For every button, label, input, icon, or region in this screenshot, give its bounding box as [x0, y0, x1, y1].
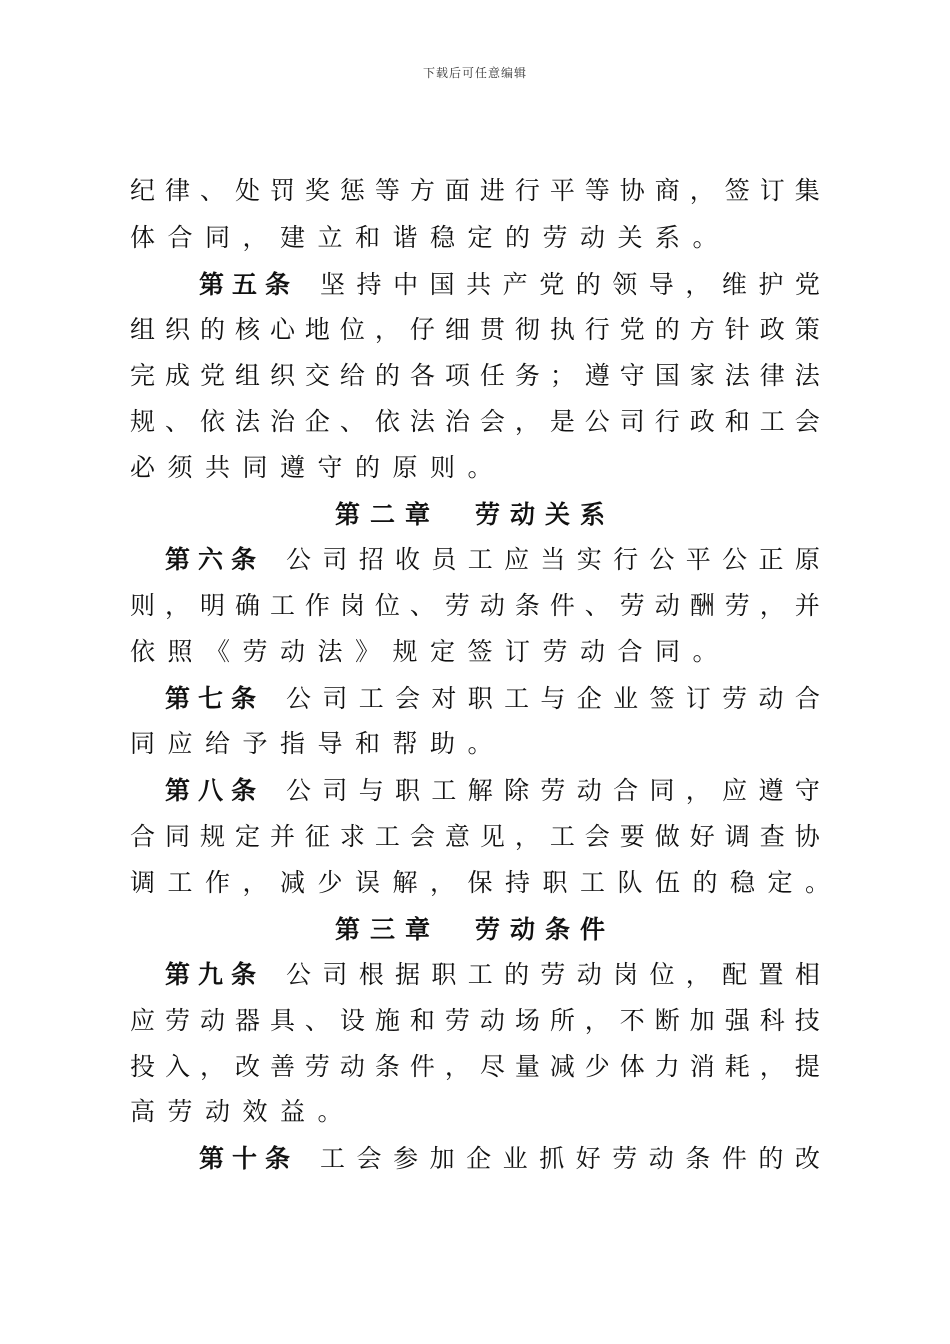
line-text: 公 司 招 收 员 工 应 当 实 行 公 平 公 正 原: [286, 545, 820, 574]
line-text: 同应给予指导和帮助。: [130, 729, 506, 758]
line-text: 高劳动效益。: [130, 1097, 356, 1126]
article-number: 第五条: [199, 270, 299, 299]
line-text: 体合同，建立和谐稳定的劳动关系。: [130, 223, 731, 252]
line-text: 工 会 参 加 企 业 抓 好 劳 动 条 件 的 改: [320, 1144, 820, 1173]
article-number: 第十条: [199, 1144, 299, 1173]
line-text: 应 劳 动 器 具 、 设 施 和 劳 动 场 所 ， 不 断 加 强 科 技: [130, 1006, 820, 1035]
text-line: [165, 540, 820, 580]
chapter-heading: 第二章 劳动关系: [334, 500, 615, 529]
text-line: [130, 724, 820, 764]
text-line: [130, 817, 820, 857]
line-text: 投 入 ， 改 善 劳 动 条 件 ， 尽 量 减 少 体 力 消 耗 ， 提: [130, 1052, 820, 1081]
line-text: 公 司 工 会 对 职 工 与 企 业 签 订 劳 动 合: [286, 684, 820, 713]
text-line: [165, 955, 820, 995]
text-line: [130, 1092, 820, 1132]
line-text: 依照《劳动法》规定签订劳动合同。: [130, 637, 731, 666]
line-text: 必须共同遵守的原则。: [130, 453, 506, 482]
text-line: [130, 1001, 820, 1041]
line-text: 合 同 规 定 并 征 求 工 会 意 见 ， 工 会 要 做 好 调 查 协: [130, 822, 820, 851]
line-text: 规 、 依 法 治 企 、 依 法 治 会 ， 是 公 司 行 政 和 工 会: [130, 407, 820, 436]
line-text: 坚 持 中 国 共 产 党 的 领 导 ， 维 护 党: [320, 270, 820, 299]
text-line: [130, 586, 820, 626]
article-number: 第六条: [165, 545, 265, 574]
text-line: [199, 1139, 820, 1179]
text-line: [130, 1047, 820, 1087]
text-line: [130, 632, 820, 672]
line-text: 调工作，减少误解，保持职工队伍的稳定。: [130, 868, 843, 897]
line-text: 公 司 根 据 职 工 的 劳 动 岗 位 ， 配 置 相: [286, 960, 820, 989]
text-line: [165, 679, 820, 719]
article-number: 第八条: [165, 776, 265, 805]
page-header: 下载后可任意编辑: [422, 66, 527, 80]
text-line: [199, 265, 820, 305]
text-line: [130, 171, 820, 211]
line-text: 组 织 的 核 心 地 位 ， 仔 细 贯 彻 执 行 党 的 方 针 政 策: [130, 315, 820, 344]
text-line: [130, 402, 820, 442]
line-text: 公 司 与 职 工 解 除 劳 动 合 同 ， 应 遵 守: [286, 776, 820, 805]
article-number: 第九条: [165, 960, 265, 989]
text-line: [165, 771, 820, 811]
text-line: [130, 310, 820, 350]
text-line: [130, 863, 843, 903]
line-text: 纪 律 、 处 罚 奖 惩 等 方 面 进 行 平 等 协 商 ， 签 订 集: [130, 176, 820, 205]
line-text: 完 成 党 组 织 交 给 的 各 项 任 务 ； 遵 守 国 家 法 律 法: [130, 361, 820, 390]
text-line: [130, 448, 820, 488]
article-number: 第七条: [165, 684, 265, 713]
chapter-heading: 第三章 劳动条件: [334, 915, 615, 944]
text-line: [130, 356, 820, 396]
line-text: 则 ， 明 确 工 作 岗 位 、 劳 动 条 件 、 劳 动 酬 劳 ， 并: [130, 591, 820, 620]
text-line: [130, 218, 820, 258]
